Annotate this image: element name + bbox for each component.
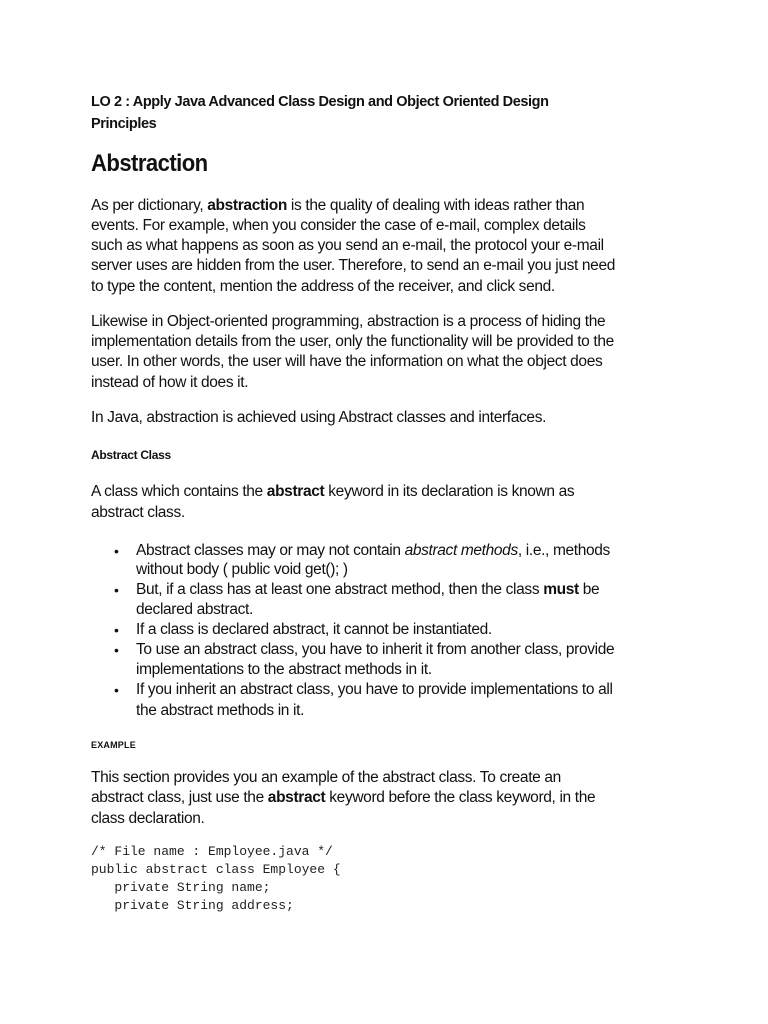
- bullet-item: Abstract classes may or may not contain abstract methods, i.e., methods: [136, 542, 610, 559]
- paragraph-line: In Java, abstraction is achieved using Abstract classes and interfaces.: [91, 409, 547, 426]
- bullet-icon: •: [114, 582, 119, 598]
- bullet-icon: •: [114, 622, 119, 638]
- paragraph-line: implementation details from the user, only the functionality will be provided to the: [91, 333, 614, 350]
- code-line: /* File name : Employee.java */: [91, 844, 333, 859]
- paragraph-line: abstract class, just use the abstract keyword before the class keyword, in the: [91, 789, 596, 806]
- paragraph-line: abstract class.: [91, 504, 185, 521]
- paragraph-line: server uses are hidden from the user. Therefore, to send an e-mail you just need: [91, 257, 615, 274]
- bullet-icon: •: [114, 543, 119, 559]
- bullet-icon: •: [114, 642, 119, 658]
- bullet-icon: •: [114, 682, 119, 698]
- bullet-item: If you inherit an abstract class, you have to provide implementations to all: [136, 681, 613, 698]
- subheading-abstract-class: Abstract Class: [91, 448, 171, 462]
- paragraph-line: user. In other words, the user will have the information on what the object does: [91, 353, 603, 370]
- paragraph-line: As per dictionary, abstraction is the quality of dealing with ideas rather than: [91, 197, 585, 214]
- lo-heading-line2: Principles: [91, 116, 157, 132]
- bullet-item: If a class is declared abstract, it cannot be instantiated.: [136, 621, 492, 638]
- section-title: Abstraction: [91, 150, 208, 177]
- paragraph-line: events. For example, when you consider the case of e-mail, complex details: [91, 217, 586, 234]
- bullet-item-cont: the abstract methods in it.: [136, 702, 305, 719]
- lo-heading-line1: LO 2 : Apply Java Advanced Class Design and Object Oriented Design: [91, 94, 549, 110]
- paragraph-line: class declaration.: [91, 810, 205, 827]
- example-label: EXAMPLE: [91, 740, 136, 750]
- paragraph-line: to type the content, mention the address of the receiver, and click send.: [91, 278, 555, 295]
- code-line: private String address;: [91, 898, 294, 913]
- paragraph-line: Likewise in Object-oriented programming, abstraction is a process of hiding the: [91, 313, 606, 330]
- bullet-item-cont: declared abstract.: [136, 601, 253, 618]
- paragraph-line: A class which contains the abstract keyword in its declaration is known as: [91, 483, 575, 500]
- bullet-item-cont: without body ( public void get(); ): [136, 561, 348, 578]
- bullet-item: To use an abstract class, you have to inherit it from another class, provide: [136, 641, 615, 658]
- code-line: private String name;: [91, 880, 271, 895]
- bullet-item: But, if a class has at least one abstract method, then the class must be: [136, 581, 600, 598]
- paragraph-line: such as what happens as soon as you send an e-mail, the protocol your e-mail: [91, 237, 604, 254]
- code-line: public abstract class Employee {: [91, 862, 341, 877]
- bullet-item-cont: implementations to the abstract methods in it.: [136, 661, 432, 678]
- paragraph-line: This section provides you an example of the abstract class. To create an: [91, 769, 561, 786]
- paragraph-line: instead of how it does it.: [91, 374, 249, 391]
